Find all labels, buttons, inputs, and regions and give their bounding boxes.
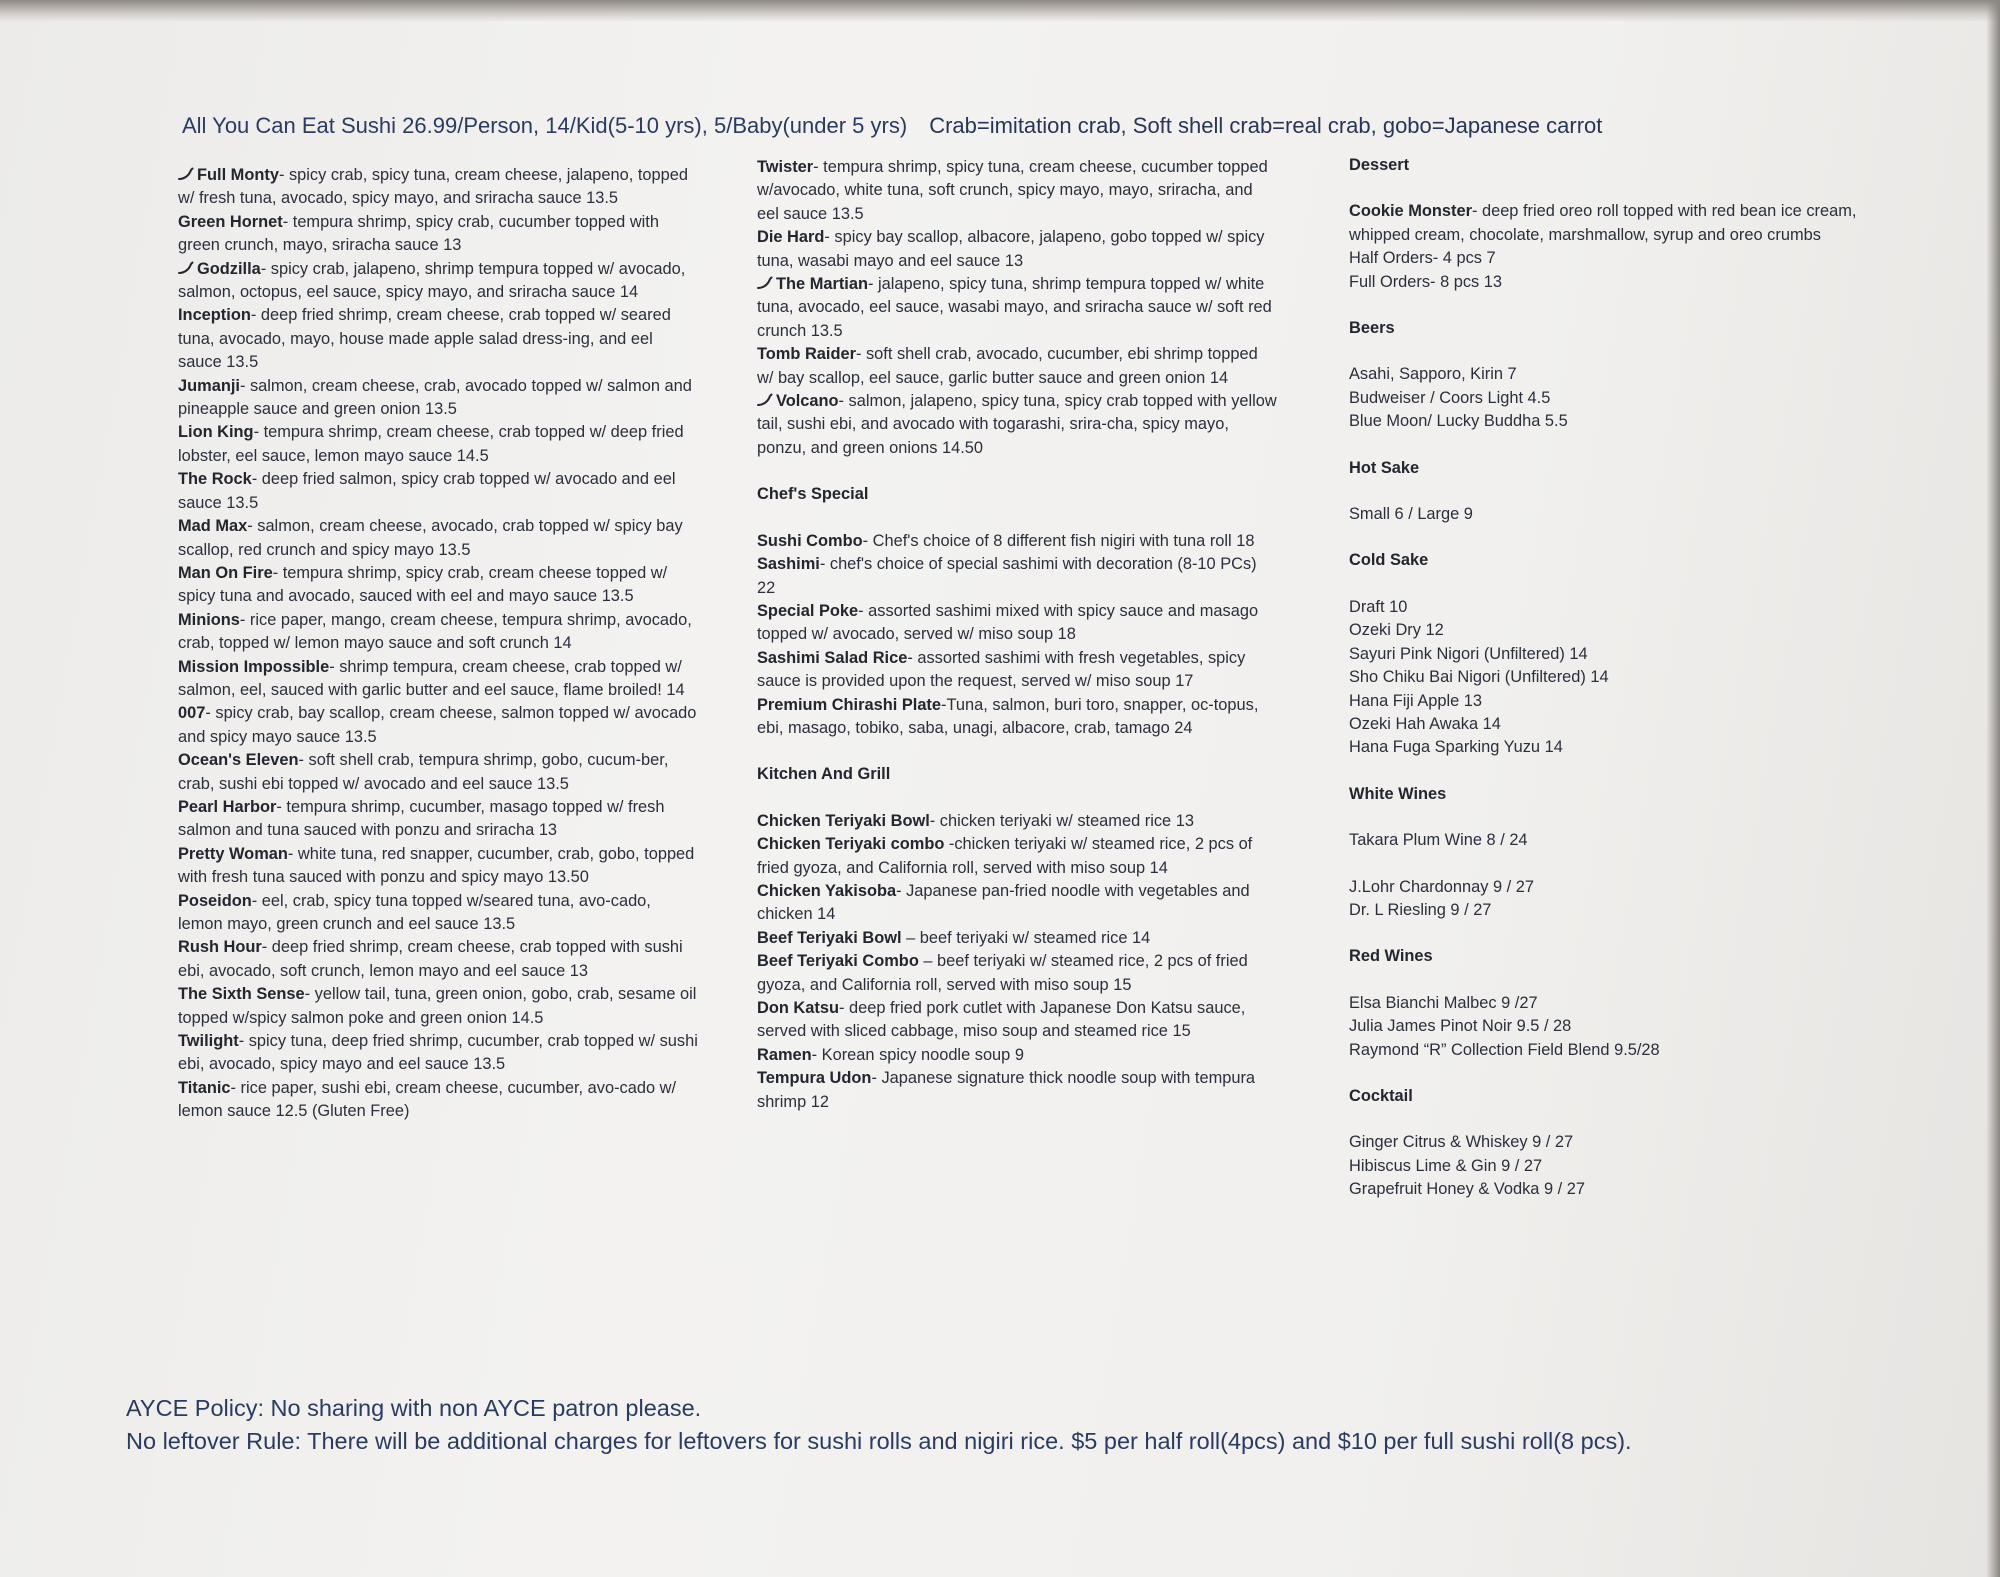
drink-item: Sho Chiku Bai Nigori (Unfiltered) 14	[1349, 668, 1609, 687]
white-wines-list-2	[1349, 876, 1869, 923]
item-name: The Martian	[776, 275, 868, 294]
kitchen-item	[757, 950, 1277, 997]
drink-item: Hana Fuga Sparking Yuzu 14	[1349, 738, 1563, 757]
item-description: -Tuna, salmon, buri toro, snapper, oc-topus, ebi, masago, tobiko, saba, unagi, albacore, crab, tamago 24	[757, 695, 1259, 737]
item-name: Pearl Harbor	[178, 797, 277, 816]
drink-item: Julia James Pinot Noir 9.5 / 28	[1349, 1017, 1572, 1036]
item-name: Sashimi Salad Rice	[757, 648, 908, 667]
item-name: Man On Fire	[178, 563, 273, 582]
chefs-special-item	[757, 647, 1277, 694]
item-name: Ocean's Eleven	[178, 751, 299, 770]
item-description: - chef's choice of special sashimi with decoration (8-10 PCs) 22	[757, 555, 1257, 597]
roll-item	[178, 1077, 698, 1124]
roll-item	[178, 702, 698, 749]
item-name: Jumanji	[178, 376, 240, 395]
rolls-list-continued	[757, 156, 1277, 460]
chili-pepper-icon	[757, 276, 773, 290]
leftover-rule: No leftover Rule: There will be additional charges for leftovers for sushi rolls and nigiri rice. $5 per half roll(4pcs) and $10 per full sushi roll(8 pcs).	[126, 1428, 1632, 1454]
item-description: - shrimp tempura, cream cheese, crab topped w/ salmon, eel, sauced with garlic butter and eel sauce, flame broiled! 14	[178, 657, 685, 699]
roll-item	[178, 258, 698, 305]
roll-item	[178, 843, 698, 890]
item-description: - spicy tuna, deep fried shrimp, cucumber, crab topped w/ sushi ebi, avocado, spicy mayo and eel sauce 13.5	[178, 1032, 698, 1074]
roll-item	[178, 304, 698, 374]
item-description: - assorted sashimi with fresh vegetables, spicy sauce is provided upon the request, served w/ miso soup 17	[757, 648, 1246, 691]
paper-edge-shadow	[1986, 0, 2000, 1577]
hot-sake-list	[1349, 503, 1869, 526]
item-name: Premium Chirashi Plate	[757, 695, 942, 714]
drink-item: Sayuri Pink Nigori (Unfiltered) 14	[1349, 644, 1588, 663]
item-description: - salmon, cream cheese, avocado, crab topped w/ spicy bay scallop, red crunch and spicy mayo 13.5	[178, 517, 683, 559]
roll-item	[178, 656, 698, 703]
kitchen-grill-list	[757, 810, 1277, 1114]
drink-item: Ozeki Hah Awaka 14	[1349, 714, 1501, 733]
item-name: Ramen	[757, 1045, 812, 1064]
item-name: Beef Teriyaki Combo	[757, 952, 919, 971]
drink-item: Ozeki Dry 12	[1349, 621, 1444, 640]
item-description: - salmon, jalapeno, spicy tuna, spicy crab topped with yellow tail, sushi ebi, and avocado with togarashi, srira-cha, spicy mayo, ponzu, and green onions 14.50	[757, 392, 1277, 457]
item-name: Mad Max	[178, 517, 248, 536]
item-description: - tempura shrimp, spicy crab, cream cheese topped w/ spicy tuna and avocado, sauced with eel and mayo sauce 13.5	[178, 563, 668, 606]
item-description: - Korean spicy noodle soup 9	[811, 1045, 1024, 1064]
item-name: The Rock	[178, 470, 252, 489]
item-description: - tempura shrimp, spicy crab, cucumber topped with green crunch, mayo, sriracha sauce 13	[178, 212, 659, 255]
hot-sake-heading: Hot Sake	[1349, 458, 1420, 477]
white-wines-heading: White Wines	[1349, 784, 1447, 803]
red-wines-heading: Red Wines	[1349, 947, 1433, 966]
roll-item	[178, 1030, 698, 1077]
item-description: - rice paper, sushi ebi, cream cheese, cucumber, avo-cado w/ lemon sauce 12.5 (Gluten Free)	[178, 1078, 677, 1121]
item-name: Pretty Woman	[178, 844, 288, 863]
dessert-heading: Dessert	[1349, 156, 1410, 174]
chefs-special-list	[757, 530, 1277, 741]
drink-item: Grapefruit Honey & Vodka 9 / 27	[1349, 1180, 1585, 1199]
item-name: Tomb Raider	[757, 345, 856, 364]
cold-sake-list	[1349, 596, 1869, 760]
item-description: - spicy bay scallop, albacore, jalapeno, gobo topped w/ spicy tuna, wasabi mayo and eel sauce 13	[757, 228, 1265, 270]
ayce-policy: AYCE Policy: No sharing with non AYCE patron please.	[126, 1395, 702, 1421]
roll-item	[757, 343, 1277, 390]
beers-heading: Beers	[1349, 319, 1395, 338]
item-description: - chicken teriyaki w/ steamed rice 13	[929, 811, 1194, 830]
roll-item	[178, 749, 698, 796]
kitchen-grill-heading: Kitchen And Grill	[757, 765, 891, 784]
menu-header	[182, 113, 1942, 139]
item-description: - tempura shrimp, cucumber, masago topped w/ fresh salmon and tuna sauced with ponzu and sriracha 13	[178, 797, 665, 840]
item-name: Twilight	[178, 1032, 239, 1051]
item-name: Sushi Combo	[757, 531, 863, 550]
item-description: - deep fried pork cutlet with Japanese Don Katsu sauce, served with sliced cabbage, miso soup and steamed rice 15	[757, 999, 1246, 1041]
item-name: Green Hornet	[178, 212, 283, 231]
item-name: Chicken Yakisoba	[757, 881, 897, 900]
dessert-half: Half Orders- 4 pcs 7	[1349, 249, 1496, 268]
white-wines-list	[1349, 829, 1869, 852]
item-name: Volcano	[776, 392, 839, 411]
item-name: Minions	[178, 610, 240, 629]
item-name: Mission Impossible	[178, 657, 330, 676]
roll-item	[178, 211, 698, 258]
chili-pepper-icon	[178, 261, 194, 275]
item-name: Godzilla	[197, 259, 261, 278]
item-description: - eel, crab, spicy tuna topped w/seared tuna, avo-cado, lemon mayo, green crunch and eel sauce 13.5	[178, 891, 651, 933]
item-description: - rice paper, mango, cream cheese, tempura shrimp, avocado, crab, topped w/ lemon mayo sauce and soft crunch 14	[178, 610, 692, 653]
kitchen-item	[757, 810, 1277, 833]
item-name: Poseidon	[178, 891, 252, 910]
item-description: – beef teriyaki w/ steamed rice 14	[901, 928, 1151, 947]
dessert-desc: - deep fried oreo roll topped with red bean ice cream, whipped cream, chocolate, marshmallow, syrup and oreo crumbs	[1349, 202, 1857, 244]
item-description: - spicy crab, spicy tuna, cream cheese, jalapeno, topped w/ fresh tuna, avocado, spicy mayo, and sriracha sauce 13.5	[178, 166, 689, 208]
item-description: - soft shell crab, tempura shrimp, gobo, cucum-ber, crab, sushi ebi topped w/ avocado and eel sauce 13.5	[178, 751, 669, 793]
roll-item	[178, 164, 698, 211]
roll-item	[757, 390, 1277, 460]
roll-item	[178, 609, 698, 656]
drink-item: Elsa Bianchi Malbec 9 /27	[1349, 993, 1538, 1012]
item-description: -chicken teriyaki w/ steamed rice, 2 pcs of fried gyoza, and California roll, served with miso soup 14	[757, 835, 1253, 877]
drink-item: J.Lohr Chardonnay 9 / 27	[1349, 877, 1534, 896]
item-name: The Sixth Sense	[178, 985, 305, 1004]
item-description: - assorted sashimi mixed with spicy sauce and masago topped w/ avocado, served w/ miso soup 18	[757, 601, 1259, 644]
kitchen-item	[757, 1044, 1277, 1067]
roll-item	[178, 796, 698, 843]
cocktail-list	[1349, 1131, 1869, 1201]
chefs-special-item	[757, 600, 1277, 647]
beers-list	[1349, 363, 1869, 433]
drinks-column	[1349, 154, 1869, 1202]
roll-item	[178, 515, 698, 562]
drink-item: Budweiser / Coors Light 4.5	[1349, 388, 1551, 407]
roll-item	[178, 375, 698, 422]
item-name: Tempura Udon	[757, 1069, 872, 1088]
kitchen-item	[757, 880, 1277, 927]
item-description: – beef teriyaki w/ steamed rice, 2 pcs of fried gyoza, and California roll, served with miso soup 15	[757, 952, 1248, 994]
roll-item	[178, 562, 698, 609]
item-description: - Japanese signature thick noodle soup with tempura shrimp 12	[757, 1069, 1256, 1111]
item-name: Chicken Teriyaki combo	[757, 835, 945, 854]
drink-item: Hana Fiji Apple 13	[1349, 691, 1483, 710]
drink-item: Ginger Citrus & Whiskey 9 / 27	[1349, 1133, 1574, 1152]
item-name: Beef Teriyaki Bowl	[757, 928, 902, 947]
drink-item: Raymond “R” Collection Field Blend 9.5/28	[1349, 1040, 1660, 1059]
item-name: Titanic	[178, 1078, 231, 1097]
kitchen-item	[757, 997, 1277, 1044]
item-description: - Chef's choice of 8 different fish nigiri with tuna roll 18	[862, 531, 1255, 550]
rolls-column	[178, 164, 698, 1124]
item-description: - deep fried salmon, spicy crab topped w/ avocado and eel sauce 13.5	[178, 470, 676, 512]
roll-item	[757, 156, 1277, 226]
chili-pepper-icon	[178, 167, 194, 181]
ayce-pricing: All You Can Eat Sushi 26.99/Person, 14/Kid(5-10 yrs), 5/Baby(under 5 yrs)	[182, 113, 908, 138]
item-description: - jalapeno, spicy tuna, shrimp tempura topped w/ white tuna, avocado, eel sauce, wasabi mayo, and sriracha sauce w/ soft red crunch 13.5	[757, 275, 1272, 340]
item-name: 007	[178, 704, 206, 723]
item-name: Chicken Teriyaki Bowl	[757, 811, 930, 830]
roll-item	[178, 983, 698, 1030]
roll-item	[757, 226, 1277, 273]
table-edge-shadow	[0, 0, 2000, 22]
kitchen-item	[757, 833, 1277, 880]
drink-item: Draft 10	[1349, 597, 1408, 616]
dessert-name: Cookie Monster	[1349, 202, 1472, 221]
roll-item	[178, 421, 698, 468]
cocktail-heading: Cocktail	[1349, 1086, 1413, 1105]
item-description: - yellow tail, tuna, green onion, gobo, crab, sesame oil topped w/spicy salmon poke and green onion 14.5	[178, 985, 697, 1027]
roll-item	[757, 273, 1277, 343]
item-description: - deep fried shrimp, cream cheese, crab topped w/ seared tuna, avocado, mayo, house made apple salad dress-ing, and eel sauce 13.5	[178, 306, 671, 372]
policy-footer	[126, 1392, 1966, 1458]
item-description: - spicy crab, jalapeno, shrimp tempura topped w/ avocado, salmon, octopus, eel sauce, spicy mayo, and sriracha sauce 14	[178, 259, 686, 302]
crab-note: Crab=imitation crab, Soft shell crab=real crab, gobo=Japanese carrot	[929, 113, 1603, 138]
roll-item	[178, 468, 698, 515]
chili-pepper-icon	[757, 393, 773, 407]
chefs-special-item	[757, 553, 1277, 600]
item-description: - white tuna, red snapper, cucumber, crab, gobo, topped with fresh tuna sauced with ponzu and spicy mayo 13.50	[178, 844, 695, 887]
item-description: - deep fried shrimp, cream cheese, crab topped with sushi ebi, avocado, soft crunch, lemon mayo and eel sauce 13	[178, 938, 683, 980]
item-name: Inception	[178, 306, 251, 325]
drink-item: Asahi, Sapporo, Kirin 7	[1349, 365, 1517, 384]
drink-item: Small 6 / Large 9	[1349, 505, 1473, 524]
dessert-full: Full Orders- 8 pcs 13	[1349, 272, 1503, 291]
item-description: - Japanese pan-fried noodle with vegetables and chicken 14	[757, 881, 1250, 924]
roll-item	[178, 936, 698, 983]
item-description: - salmon, cream cheese, crab, avocado topped w/ salmon and pineapple sauce and green onion 13.5	[178, 376, 692, 419]
item-name: Rush Hour	[178, 938, 262, 957]
item-name: Don Katsu	[757, 999, 839, 1017]
dessert-item	[1349, 200, 1869, 247]
chefs-special-item	[757, 530, 1277, 553]
item-description: - soft shell crab, avocado, cucumber, ebi shrimp topped w/ bay scallop, eel sauce, garlic butter sauce and green onion 14	[757, 345, 1258, 387]
drink-item: Dr. L Riesling 9 / 27	[1349, 900, 1492, 919]
chefs-special-item	[757, 694, 1277, 741]
item-name: Lion King	[178, 423, 254, 442]
item-name: Full Monty	[197, 166, 279, 184]
drink-item: Blue Moon/ Lucky Buddha 5.5	[1349, 412, 1568, 431]
item-description: - spicy crab, bay scallop, cream cheese, salmon topped w/ avocado and spicy mayo sauce 13.5	[178, 704, 697, 746]
item-name: Twister	[757, 158, 814, 176]
item-name: Sashimi	[757, 555, 820, 574]
cold-sake-heading: Cold Sake	[1349, 551, 1429, 570]
item-description: - tempura shrimp, spicy tuna, cream cheese, cucumber topped w/avocado, white tuna, soft crunch, spicy mayo, mayo, sriracha, and eel sauce 13.5	[757, 158, 1268, 223]
chefs-special-heading: Chef's Special	[757, 485, 869, 504]
drink-item: Hibiscus Lime & Gin 9 / 27	[1349, 1156, 1543, 1175]
middle-column	[757, 156, 1277, 1114]
item-name: Die Hard	[757, 228, 825, 247]
kitchen-item	[757, 1067, 1277, 1114]
drink-item: Takara Plum Wine 8 / 24	[1349, 831, 1528, 850]
roll-item	[178, 890, 698, 937]
red-wines-list	[1349, 992, 1869, 1062]
item-name: Special Poke	[757, 601, 859, 620]
item-description: - tempura shrimp, cream cheese, crab topped w/ deep fried lobster, eel sauce, lemon mayo sauce 14.5	[178, 423, 684, 465]
kitchen-item	[757, 927, 1277, 950]
